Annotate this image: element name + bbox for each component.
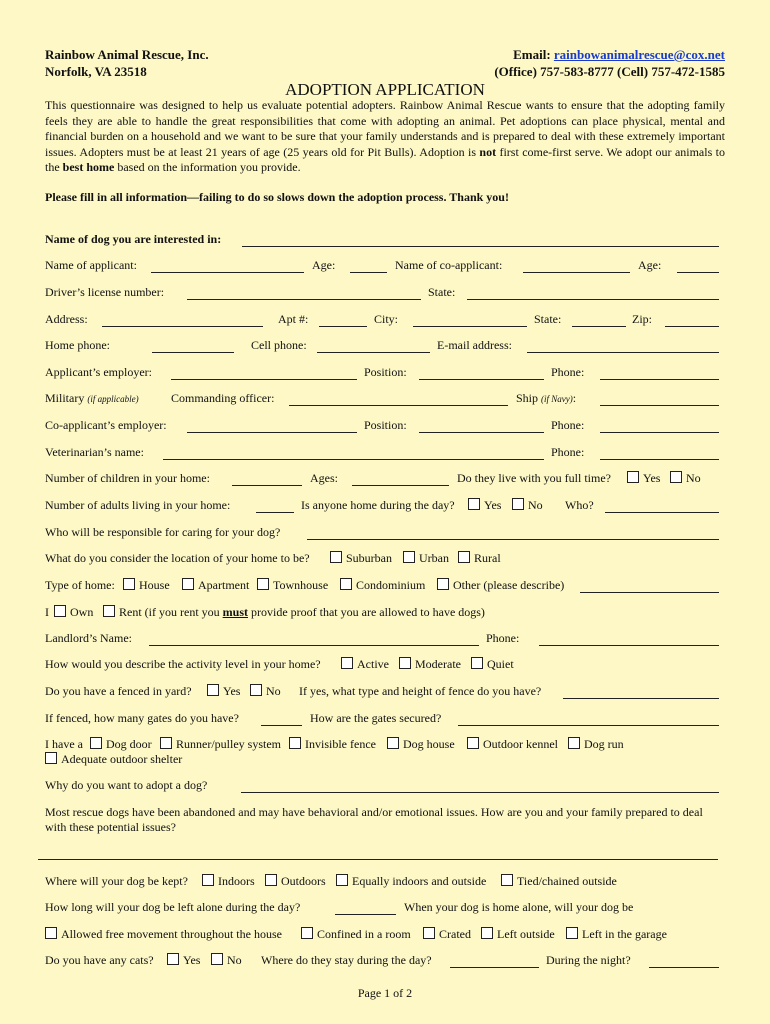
checkbox[interactable] <box>123 578 135 590</box>
row-activity <box>45 657 725 673</box>
checkbox[interactable] <box>45 927 57 939</box>
i-have-label: I have a <box>45 737 83 751</box>
checkbox[interactable] <box>211 953 223 965</box>
caring-label: Who will be responsible for caring for your dog? <box>45 525 281 539</box>
opt-rural[interactable]: Rural <box>458 551 501 566</box>
opt-apartment[interactable]: Apartment <box>182 578 249 593</box>
row-fenced <box>45 684 725 700</box>
age-field[interactable] <box>350 258 387 273</box>
vet-phone-label: Phone: <box>551 445 585 459</box>
who-field[interactable] <box>605 498 719 513</box>
apt-field[interactable] <box>319 312 367 327</box>
row-children <box>45 471 725 487</box>
checkbox[interactable] <box>336 874 348 886</box>
opt-active[interactable]: Active <box>341 657 389 672</box>
checkbox[interactable] <box>330 551 342 563</box>
fenced-yes[interactable]: Yes <box>207 684 240 699</box>
co-phone-field[interactable] <box>600 418 719 433</box>
opt-free-movement[interactable]: Allowed free movement throughout the house <box>45 927 282 942</box>
co-position-label: Position: <box>364 418 407 432</box>
night-field[interactable] <box>649 953 719 968</box>
fence-type-label: If yes, what type and height of fence do you have? <box>299 684 542 698</box>
row-type-home <box>45 578 725 594</box>
address-field[interactable] <box>102 312 263 327</box>
opt-runner[interactable]: Runner/pulley system <box>160 737 281 752</box>
other-desc-field[interactable] <box>580 578 719 593</box>
gates-secured-field[interactable] <box>458 711 719 726</box>
opt-rent[interactable]: Rent (if you rent you must provide proof that you are allowed to have dogs) <box>103 605 485 620</box>
row-own-rent <box>45 605 725 621</box>
checkbox[interactable] <box>90 737 102 749</box>
row-landlord <box>45 631 725 647</box>
location-label: What do you consider the location of your home to be? <box>45 551 310 565</box>
cats-no[interactable]: No <box>211 953 242 968</box>
row-alone-options <box>45 927 725 943</box>
co-age-label: Age: <box>638 258 662 272</box>
opt-townhouse[interactable]: Townhouse <box>257 578 328 593</box>
row-cats <box>45 953 725 969</box>
checkbox[interactable] <box>54 605 66 617</box>
checkbox[interactable] <box>202 874 214 886</box>
row-caring <box>45 525 725 541</box>
email-label: Email: <box>513 47 554 62</box>
commanding-field[interactable] <box>289 391 508 406</box>
ship-label: Ship (if Navy): <box>516 391 577 405</box>
rescue-question: Most rescue dogs have been abandoned and may have behavioral and/or emotional issues. How are you and your family prepared to deal with these potential issues? <box>45 805 703 834</box>
co-employer-label: Co-applicant’s employer: <box>45 418 167 432</box>
applicant-label: Name of applicant: <box>45 258 137 272</box>
opt-suburban[interactable]: Suburban <box>330 551 392 566</box>
live-full-no[interactable]: No <box>670 471 701 486</box>
fenced-label: Do you have a fenced in yard? <box>45 684 192 698</box>
row-military <box>45 391 725 407</box>
kept-label: Where will your dog be kept? <box>45 874 188 888</box>
dog-name-label: Name of dog you are interested in: <box>45 232 222 246</box>
adults-field[interactable] <box>256 498 294 513</box>
cats-label: Do you have any cats? <box>45 953 154 967</box>
opt-moderate[interactable]: Moderate <box>399 657 461 672</box>
email-line <box>513 47 725 63</box>
employer-phone-label: Phone: <box>551 365 585 379</box>
checkbox[interactable] <box>468 498 480 510</box>
landlord-label: Landlord’s Name: <box>45 631 132 645</box>
vet-phone-field[interactable] <box>600 445 719 460</box>
row-employer <box>45 365 725 381</box>
caring-field[interactable] <box>307 525 719 540</box>
type-home-label: Type of home: <box>45 578 115 592</box>
row-adults <box>45 498 725 514</box>
opt-condominium[interactable]: Condominium <box>340 578 425 593</box>
row-dog-name <box>45 232 725 248</box>
checkbox[interactable] <box>458 551 470 563</box>
checkbox[interactable] <box>403 551 415 563</box>
email-address-label: E-mail address: <box>437 338 512 352</box>
employer-label: Applicant’s employer: <box>45 365 152 379</box>
zip-label: Zip: <box>632 312 652 326</box>
city-field[interactable] <box>413 312 527 327</box>
checkbox[interactable] <box>340 578 352 590</box>
checkbox[interactable] <box>670 471 682 483</box>
employer-field[interactable] <box>171 365 357 380</box>
home-phone-label: Home phone: <box>45 338 110 352</box>
license-field[interactable] <box>187 285 421 300</box>
coapplicant-label: Name of co-applicant: <box>395 258 503 272</box>
ages-field[interactable] <box>352 471 449 486</box>
checkbox[interactable] <box>627 471 639 483</box>
apt-label: Apt #: <box>278 312 309 326</box>
row-address <box>45 312 725 328</box>
checkbox[interactable] <box>257 578 269 590</box>
opt-left-garage[interactable]: Left in the garage <box>566 927 667 942</box>
phone-line: (Office) 757-583-8777 (Cell) 757-472-1585 <box>494 64 725 79</box>
notice: Please fill in all information—failing to do so slows down the adoption process. Thank you! <box>45 190 509 204</box>
email-address-field[interactable] <box>527 338 719 353</box>
checkbox[interactable] <box>167 953 179 965</box>
dog-name-field[interactable] <box>242 232 719 247</box>
co-position-field[interactable] <box>419 418 544 433</box>
opt-tied[interactable]: Tied/chained outside <box>501 874 617 889</box>
gates-field[interactable] <box>261 711 302 726</box>
checkbox[interactable] <box>512 498 524 510</box>
opt-kennel[interactable]: Outdoor kennel <box>467 737 558 752</box>
cell-phone-field[interactable] <box>317 338 430 353</box>
ages-label: Ages: <box>310 471 338 485</box>
why-field[interactable] <box>241 778 719 793</box>
address-label: Address: <box>45 312 88 326</box>
row-location <box>45 551 725 567</box>
checkbox[interactable] <box>182 578 194 590</box>
anyone-home-no[interactable]: No <box>512 498 543 513</box>
when-alone-label: When your dog is home alone, will your dog be <box>404 900 634 914</box>
cats-day-field[interactable] <box>450 953 539 968</box>
alone-label: How long will your dog be left alone during the day? <box>45 900 301 914</box>
commanding-label: Commanding officer: <box>171 391 275 405</box>
checkbox[interactable] <box>289 737 301 749</box>
row-applicant <box>45 258 725 274</box>
page-number: Page 1 of 2 <box>357 986 413 1000</box>
children-field[interactable] <box>232 471 302 486</box>
opt-urban[interactable]: Urban <box>403 551 449 566</box>
checkbox[interactable] <box>301 927 313 939</box>
landlord-phone-field[interactable] <box>539 631 719 646</box>
opt-quiet[interactable]: Quiet <box>471 657 514 672</box>
checkbox[interactable] <box>467 737 479 749</box>
landlord-field[interactable] <box>149 631 479 646</box>
checkbox[interactable] <box>250 684 262 696</box>
military-label: Military (if applicable) <box>45 391 139 405</box>
checkbox[interactable] <box>501 874 513 886</box>
checkbox[interactable] <box>566 927 578 939</box>
co-phone-label: Phone: <box>551 418 585 432</box>
cell-phone-label: Cell phone: <box>251 338 307 352</box>
checkbox[interactable] <box>399 657 411 669</box>
checkbox[interactable] <box>45 752 57 764</box>
row-phones <box>45 338 725 354</box>
row-kept <box>45 874 725 890</box>
age-label: Age: <box>312 258 336 272</box>
cats-day-label: Where do they stay during the day? <box>261 953 432 967</box>
row-why <box>45 778 725 794</box>
anyone-home-yes[interactable]: Yes <box>468 498 501 513</box>
addr-state-field[interactable] <box>572 312 626 327</box>
co-employer-field[interactable] <box>187 418 357 433</box>
adults-label: Number of adults living in your home: <box>45 498 231 512</box>
opt-outdoors[interactable]: Outdoors <box>265 874 326 889</box>
children-label: Number of children in your home: <box>45 471 210 485</box>
night-label: During the night? <box>546 953 631 967</box>
opt-own[interactable]: Own <box>54 605 93 620</box>
checkbox[interactable] <box>387 737 399 749</box>
license-state-field[interactable] <box>467 285 719 300</box>
applicant-field[interactable] <box>151 258 304 273</box>
row-alone <box>45 900 725 916</box>
position-field[interactable] <box>419 365 544 380</box>
page-title: ADOPTION APPLICATION <box>285 80 485 99</box>
checkbox[interactable] <box>471 657 483 669</box>
opt-house[interactable]: House <box>123 578 170 593</box>
checkbox[interactable] <box>103 605 115 617</box>
vet-field[interactable] <box>163 445 544 460</box>
row-license <box>45 285 725 301</box>
home-phone-field[interactable] <box>152 338 234 353</box>
gates-label: If fenced, how many gates do you have? <box>45 711 239 725</box>
gates-secured-label: How are the gates secured? <box>310 711 442 725</box>
opt-dog-door[interactable]: Dog door <box>90 737 152 752</box>
opt-other[interactable]: Other (please describe) <box>437 578 564 593</box>
who-label: Who? <box>565 498 594 512</box>
why-label: Why do you want to adopt a dog? <box>45 778 208 792</box>
checkbox[interactable] <box>437 578 449 590</box>
cats-yes[interactable]: Yes <box>167 953 200 968</box>
vet-label: Veterinarian’s name: <box>45 445 144 459</box>
opt-invisible-fence[interactable]: Invisible fence <box>289 737 376 752</box>
opt-indoors[interactable]: Indoors <box>202 874 255 889</box>
co-age-field[interactable] <box>677 258 719 273</box>
email-link[interactable]: rainbowanimalrescue@cox.net <box>553 47 725 62</box>
opt-crated[interactable]: Crated <box>423 927 471 942</box>
city-label: City: <box>374 312 399 326</box>
opt-shelter[interactable]: Adequate outdoor shelter <box>45 752 182 767</box>
checkbox[interactable] <box>481 927 493 939</box>
intro-paragraph: This questionnaire was designed to help us evaluate potential adopters. Rainbow Animal Rescue wants to ensure that the adopting family feels they are able to handle the great responsibilities that come with adopting an animal. Pet adoptions can place physical, mental and financial burden on a household and we want to be sure that your family understands and is prepared to deal with these extremely important issues. Adopters must be at least 21 years of age (25 years old for Pit Bulls). Adoption is not first come-first serve. We adopt our animals to the best home based on the information you provide. <box>45 98 725 174</box>
row-vet <box>45 445 725 461</box>
rescue-answer-field[interactable] <box>38 859 718 860</box>
license-label: Driver’s license number: <box>45 285 165 299</box>
anyone-home-label: Is anyone home during the day? <box>301 498 455 512</box>
checkbox[interactable] <box>423 927 435 939</box>
activity-label: How would you describe the activity level in your home? <box>45 657 321 671</box>
fence-type-field[interactable] <box>563 684 719 699</box>
org-name: Rainbow Animal Rescue, Inc. <box>45 47 209 62</box>
checkbox[interactable] <box>160 737 172 749</box>
position-label: Position: <box>364 365 407 379</box>
checkbox[interactable] <box>341 657 353 669</box>
fenced-no[interactable]: No <box>250 684 281 699</box>
opt-dog-run[interactable]: Dog run <box>568 737 624 752</box>
live-full-label: Do they live with you full time? <box>457 471 611 485</box>
checkbox[interactable] <box>207 684 219 696</box>
addr-state-label: State: <box>534 312 562 326</box>
row-i-have <box>45 737 725 753</box>
opt-left-outside[interactable]: Left outside <box>481 927 555 942</box>
state-label: State: <box>428 285 456 299</box>
checkbox[interactable] <box>265 874 277 886</box>
opt-equally[interactable]: Equally indoors and outside <box>336 874 486 889</box>
checkbox[interactable] <box>568 737 580 749</box>
coapplicant-field[interactable] <box>523 258 630 273</box>
row-shelter <box>45 752 725 768</box>
opt-confined[interactable]: Confined in a room <box>301 927 411 942</box>
employer-phone-field[interactable] <box>600 365 719 380</box>
ship-field[interactable] <box>600 391 719 406</box>
opt-dog-house[interactable]: Dog house <box>387 737 455 752</box>
row-gates <box>45 711 725 727</box>
row-co-employer <box>45 418 725 434</box>
alone-field[interactable] <box>335 900 396 915</box>
live-full-yes[interactable]: Yes <box>627 471 660 486</box>
i-label: I <box>45 605 49 619</box>
org-city: Norfolk, VA 23518 <box>45 64 147 79</box>
zip-field[interactable] <box>665 312 719 327</box>
landlord-phone-label: Phone: <box>486 631 520 645</box>
